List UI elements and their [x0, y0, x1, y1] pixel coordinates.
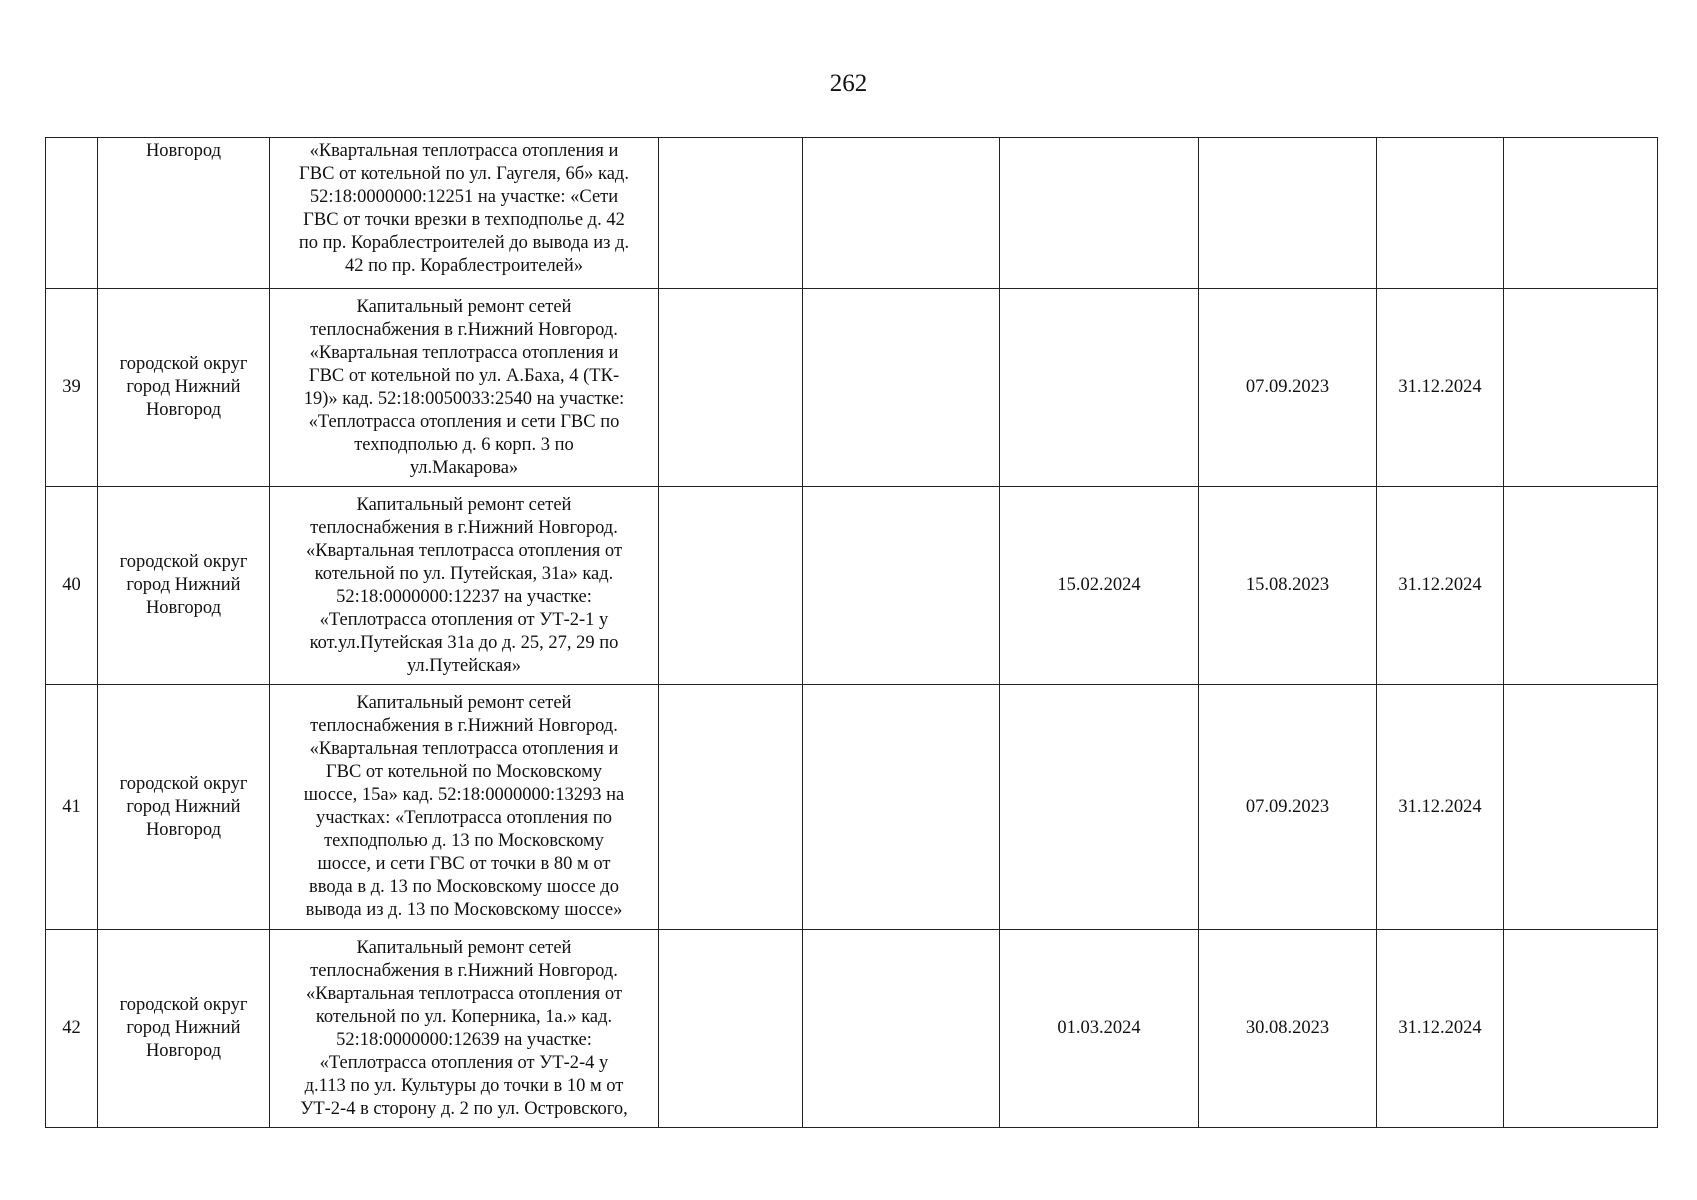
date-cell [1000, 138, 1199, 289]
table-row [46, 289, 1658, 487]
table-cell [659, 685, 803, 930]
table-cell [803, 930, 1000, 1128]
date-cell: 31.12.2024 [1377, 685, 1504, 930]
date-cell: 07.09.2023 [1199, 685, 1377, 930]
row-number-cell [46, 138, 98, 289]
table-cell [803, 487, 1000, 685]
table-cell [659, 930, 803, 1128]
row-number-cell: 40 [46, 487, 98, 685]
date-cell: 31.12.2024 [1377, 289, 1504, 487]
municipality-cell: городской округ город Нижний Новгород [98, 289, 270, 487]
row-number-cell: 42 [46, 930, 98, 1128]
date-cell [1199, 138, 1377, 289]
description-cell: Капитальный ремонт сетей теплоснабжения в г.Нижний Новгород. «Квартальная теплотрасса отопления и ГВС от котельной по Московскому шоссе, 15а» кад. 52:18:0000000:13293 на участках: «Теплотрасса отопления по техподполью д. 13 по Московскому шоссе, и сети ГВС от точки в 80 м от ввода в д. 13 по Московскому шоссе до вывода из д. 13 по Московскому шоссе» [270, 685, 659, 930]
municipality-cell: Новгород [98, 138, 270, 289]
table-cell [1504, 930, 1658, 1128]
description-cell: Капитальный ремонт сетей теплоснабжения в г.Нижний Новгород. «Квартальная теплотрасса отопления от котельной по ул. Коперника, 1а.» кад. 52:18:0000000:12639 на участке: «Теплотрасса отопления от УТ-2-4 у д.113 по ул. Культуры до точки в 10 м от УТ-2-4 в сторону д. 2 по ул. Островского, [270, 930, 659, 1128]
table-cell [803, 685, 1000, 930]
date-cell [1377, 138, 1504, 289]
date-cell: 31.12.2024 [1377, 487, 1504, 685]
table-row [46, 138, 1658, 289]
table-cell [803, 289, 1000, 487]
row-number-cell: 41 [46, 685, 98, 930]
table-cell [1504, 289, 1658, 487]
table-cell [1504, 487, 1658, 685]
municipality-cell: городской округ город Нижний Новгород [98, 930, 270, 1128]
page-number: 262 [829, 70, 868, 97]
table-cell [1504, 685, 1658, 930]
table-row [46, 685, 1658, 930]
municipality-cell: городской округ город Нижний Новгород [98, 487, 270, 685]
table-cell [803, 138, 1000, 289]
works-table [45, 137, 1658, 1128]
date-cell: 07.09.2023 [1199, 289, 1377, 487]
table-row [46, 487, 1658, 685]
table-cell [659, 487, 803, 685]
table-cell [659, 289, 803, 487]
date-cell [1000, 289, 1199, 487]
date-cell: 30.08.2023 [1199, 930, 1377, 1128]
date-cell [1000, 685, 1199, 930]
description-cell: «Квартальная теплотрасса отопления и ГВС от котельной по ул. Гаугеля, 6б» кад. 52:18:0000000:12251 на участке: «Сети ГВС от точки врезки в техподполье д. 42 по пр. Кораблестроителей до вывода из д. 42 по пр. Кораблестроителей» [270, 138, 659, 289]
date-cell: 01.03.2024 [1000, 930, 1199, 1128]
table-cell [659, 138, 803, 289]
description-cell: Капитальный ремонт сетей теплоснабжения в г.Нижний Новгород. «Квартальная теплотрасса отопления от котельной по ул. Путейская, 31а» кад. 52:18:0000000:12237 на участке: «Теплотрасса отопления от УТ-2-1 у кот.ул.Путейская 31а до д. 25, 27, 29 по ул.Путейская» [270, 487, 659, 685]
description-cell: Капитальный ремонт сетей теплоснабжения в г.Нижний Новгород. «Квартальная теплотрасса отопления и ГВС от котельной по ул. А.Баха, 4 (ТК- 19)» кад. 52:18:0050033:2540 на участке: «Теплотрасса отопления и сети ГВС по техподполью д. 6 корп. 3 по ул.Макарова» [270, 289, 659, 487]
row-number-cell: 39 [46, 289, 98, 487]
date-cell: 15.08.2023 [1199, 487, 1377, 685]
date-cell: 31.12.2024 [1377, 930, 1504, 1128]
date-cell: 15.02.2024 [1000, 487, 1199, 685]
table-row [46, 930, 1658, 1128]
municipality-cell: городской округ город Нижний Новгород [98, 685, 270, 930]
table-cell [1504, 138, 1658, 289]
